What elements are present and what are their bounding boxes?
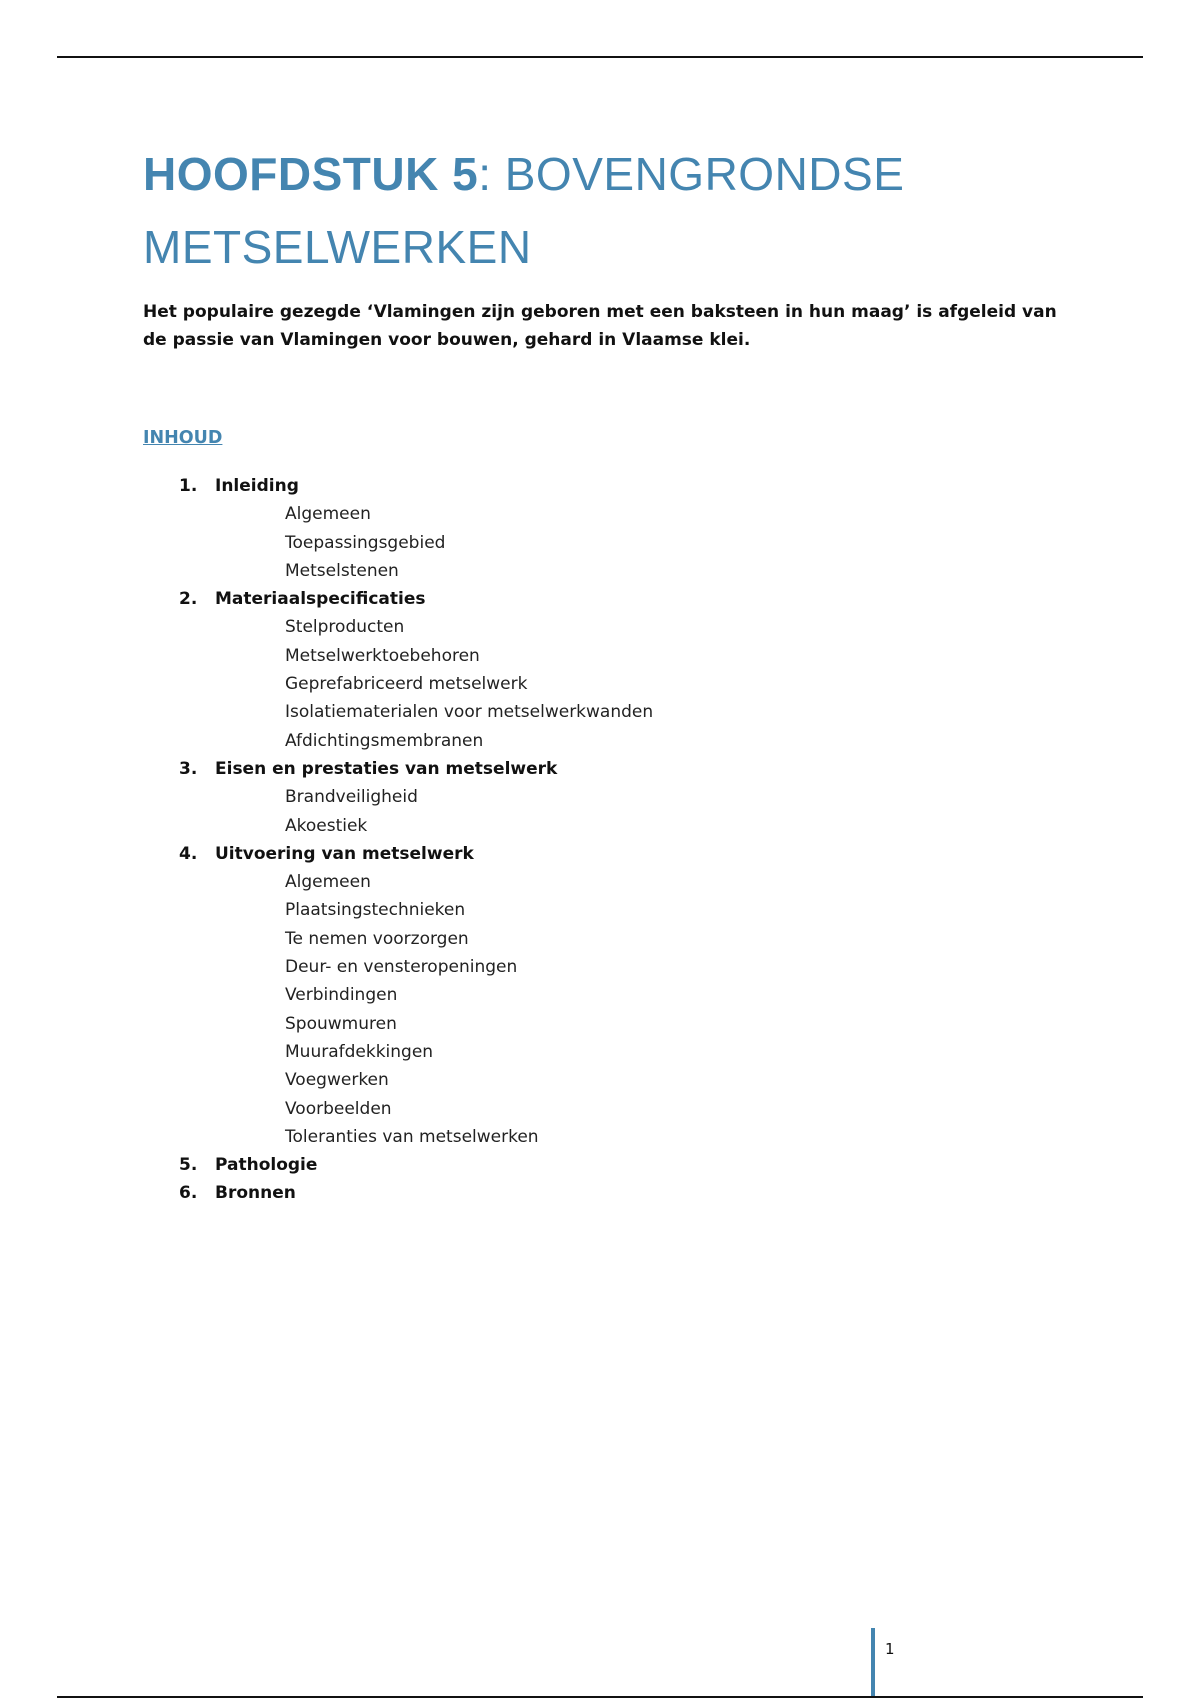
toc-section[interactable]	[143, 755, 943, 783]
toc-section-number: 5.	[179, 1155, 198, 1176]
toc-subitem[interactable]	[143, 1123, 943, 1151]
toc-subitem-label: Deur- en vensteropeningen	[285, 957, 518, 978]
toc-subitem-label: Muurafdekkingen	[285, 1041, 434, 1062]
toc-subitem[interactable]	[143, 896, 943, 924]
toc-subitem-label: Voegwerken	[285, 1070, 389, 1091]
page-number: 1	[885, 1640, 895, 1658]
page-number-accent-bar	[871, 1628, 875, 1698]
toc-subitem-label: Te nemen voorzorgen	[285, 928, 469, 949]
toc-subitem[interactable]	[143, 670, 943, 698]
toc-section[interactable]	[143, 840, 943, 868]
toc-subitem[interactable]	[143, 868, 943, 896]
toc-section-title: Materiaalspecificaties	[215, 589, 426, 610]
toc-subitem-label: Voorbeelden	[285, 1098, 392, 1119]
toc-subitem-label: Algemeen	[285, 872, 371, 893]
toc-section-title: Bronnen	[215, 1183, 296, 1204]
toc-subitem-label: Akoestiek	[285, 815, 368, 836]
toc-subitem-label: Plaatsingstechnieken	[285, 900, 466, 921]
toc-section-number: 6.	[179, 1183, 198, 1204]
toc-subitem[interactable]	[143, 1038, 943, 1066]
toc-subitem-label: Brandveiligheid	[285, 787, 418, 808]
toc-subitem-label: Toleranties van metselwerken	[285, 1126, 539, 1147]
toc-section-title: Inleiding	[215, 476, 299, 496]
toc-subitem-label: Toepassingsgebied	[285, 532, 446, 553]
toc-heading-link[interactable]: INHOUD	[143, 428, 223, 448]
toc-subitem-label: Geprefabriceerd metselwerk	[285, 674, 528, 695]
toc-subitem-label: Verbindingen	[285, 985, 398, 1006]
toc-subitem[interactable]	[143, 925, 943, 953]
toc-section[interactable]	[143, 585, 943, 613]
toc-subitem[interactable]	[143, 1095, 943, 1123]
toc-subitem[interactable]	[143, 727, 943, 755]
toc-section[interactable]	[143, 472, 943, 500]
toc-subitem[interactable]	[143, 557, 943, 585]
toc-subitem-label: Stelproducten	[285, 617, 405, 638]
toc-subitem[interactable]	[143, 812, 943, 840]
toc-subitem[interactable]	[143, 953, 943, 981]
toc-section-number: 4.	[179, 843, 198, 864]
toc-subitem-label: Metselstenen	[285, 560, 399, 581]
toc-subitem[interactable]	[143, 981, 943, 1009]
toc-section-title: Pathologie	[215, 1155, 318, 1176]
toc-subitem[interactable]	[143, 642, 943, 670]
table-of-contents	[143, 472, 943, 1208]
chapter-title	[143, 138, 1043, 284]
toc-subitem-label: Afdichtingsmembranen	[285, 730, 484, 751]
toc-subitem[interactable]	[143, 1066, 943, 1094]
chapter-title-text: : BOVENGRONDSE METSELWERKEN	[143, 148, 905, 273]
toc-section-number: 2.	[179, 589, 198, 610]
toc-subitem[interactable]	[143, 500, 943, 528]
chapter-title-number: HOOFDSTUK 5	[143, 148, 479, 200]
toc-subitem[interactable]	[143, 1010, 943, 1038]
toc-subitem-label: Isolatiematerialen voor metselwerkwanden	[285, 702, 654, 723]
toc-section[interactable]	[143, 1151, 943, 1179]
intro-paragraph: Het populaire gezegde ‘Vlamingen zijn geboren met een baksteen in hun maag’ is afgeleid van de passie van Vlamingen voor bouwen, gehard in Vlaamse klei.	[143, 302, 1057, 350]
toc-subitem-label: Spouwmuren	[285, 1013, 397, 1034]
toc-section[interactable]	[143, 1179, 943, 1207]
toc-subitem[interactable]	[143, 698, 943, 726]
toc-subitem[interactable]	[143, 529, 943, 557]
toc-section-title: Eisen en prestaties van metselwerk	[215, 758, 558, 779]
toc-subitem-label: Algemeen	[285, 504, 371, 525]
toc-section-title: Uitvoering van metselwerk	[215, 843, 474, 864]
toc-subitem[interactable]	[143, 613, 943, 641]
toc-section-number: 1.	[179, 476, 198, 496]
toc-subitem-label: Metselwerktoebehoren	[285, 645, 480, 666]
footer-rule	[57, 1696, 1143, 1698]
toc-section-number: 3.	[179, 758, 198, 779]
header-rule	[57, 56, 1143, 58]
toc-subitem[interactable]	[143, 783, 943, 811]
